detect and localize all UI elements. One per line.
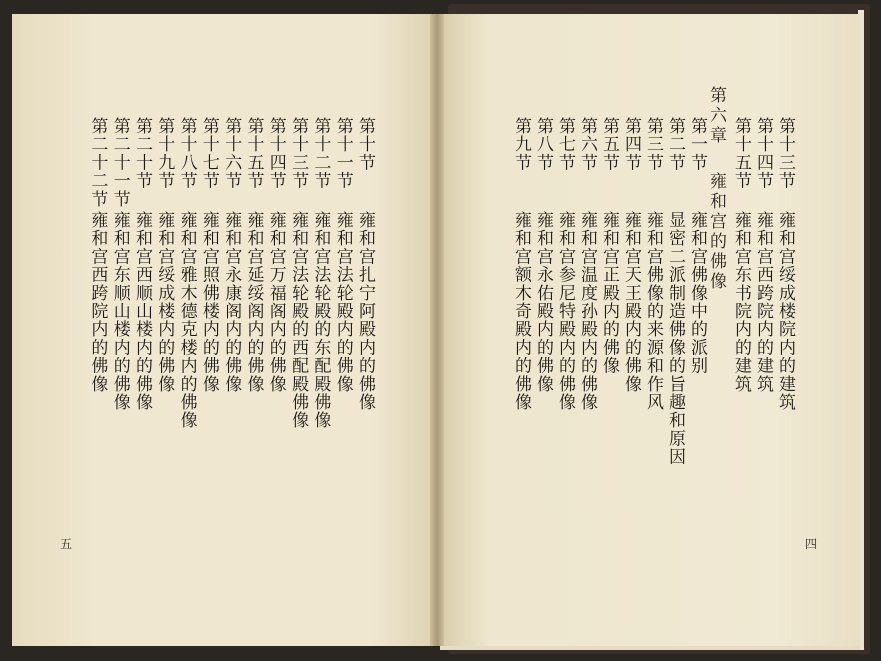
toc-entry-left-number: 第二十节: [132, 117, 152, 190]
toc-entry-left-number: 第十七节: [198, 117, 219, 190]
toc-entry-left-number: 第二十一节: [109, 117, 130, 208]
toc-entry-left-title: 雍和宫扎宁阿殿内的佛像: [355, 211, 375, 412]
toc-entry-right-number: 第一节: [687, 117, 707, 172]
toc-entry-right-number: 第六节: [577, 117, 597, 172]
toc-entry-left-title: 雍和宫永康阁内的佛像: [221, 211, 242, 393]
toc-entry-right-title: 雍和宫参尼特殿内的佛像: [555, 211, 575, 412]
toc-entry-right-number: 第三节: [643, 117, 663, 172]
toc-entry-left-title: 雍和宫法轮殿内的佛像: [332, 211, 353, 393]
toc-entry-left-number: 第十二节: [310, 117, 331, 190]
toc-entry-right-number: 第十四节: [753, 117, 773, 190]
toc-entry-right-number: 第十五节: [731, 117, 751, 190]
toc-entry-left-title: 雍和宫西跨院内的佛像: [87, 211, 108, 393]
toc-entry-right-title: 雍和宫佛像中的派别: [687, 211, 707, 375]
toc-entry-right-title: 雍和宫永佑殿内的佛像: [533, 211, 553, 393]
toc-entry-right-number: 第五节: [599, 117, 619, 172]
toc-entry-left-title: 雍和宫雅木德克楼内的佛像: [176, 211, 197, 430]
toc-entry-left-number: 第十三节: [288, 117, 309, 190]
toc-entry-left-number: 第二十二节: [87, 117, 108, 208]
toc-entry-left-title: 雍和宫法轮殿的东配殿佛像: [310, 211, 331, 430]
toc-entry-right-title: 雍和宫天王殿内的佛像: [621, 211, 641, 393]
toc-entry-left-title: 雍和宫万福阁内的佛像: [265, 211, 286, 393]
toc-entry-right-title: 雍和宫温度孙殿内的佛像: [577, 211, 597, 412]
toc-entry-right-number: 第七节: [555, 117, 575, 172]
page-number-left: 五: [60, 537, 73, 551]
toc-entry-right-number: 第八节: [533, 117, 553, 172]
toc-entry-right-number: 第四节: [621, 117, 641, 172]
chapter-label: 第六章: [706, 86, 726, 146]
toc-entry-left-number: 第十五节: [243, 117, 264, 190]
toc-entry-right-title: 雍和宫额木奇殿内的佛像: [511, 211, 531, 412]
toc-entry-right-title: 雍和宫佛像的来源和作风: [643, 211, 663, 412]
toc-entry-right-title: 雍和宫西跨院内的建筑: [753, 211, 773, 393]
toc-entry-left-number: 第十一节: [332, 117, 353, 190]
toc-entry-right-number: 第十三节: [775, 117, 795, 190]
toc-entry-left-title: 雍和宫法轮殿的西配殿佛像: [288, 211, 309, 430]
toc-entry-left-number: 第十节: [355, 117, 375, 172]
chapter-title: 雍和宫的佛像: [706, 172, 726, 292]
toc-entry-left-number: 第十四节: [265, 117, 286, 190]
toc-entry-right-title: 雍和宫东书院内的建筑: [731, 211, 751, 393]
toc-entry-right-number: 第九节: [511, 117, 531, 172]
toc-entry-left-number: 第十九节: [154, 117, 175, 190]
toc-entry-right-title: 雍和宫正殿内的佛像: [599, 211, 619, 375]
toc-entry-left-title: 雍和宫东顺山楼内的佛像: [109, 211, 130, 412]
book-gutter: [430, 14, 444, 646]
toc-entry-left-title: 雍和宫绥成楼内的佛像: [154, 211, 175, 393]
toc-entry-left-number: 第十六节: [221, 117, 242, 190]
toc-entry-right-title: 显密二派制造佛像的旨趣和原因: [665, 211, 685, 466]
toc-entry-left-title: 雍和宫延绥阁内的佛像: [243, 211, 264, 393]
toc-entry-right-title: 雍和宫绥成楼院内的建筑: [775, 211, 795, 412]
toc-entry-left-title: 雍和宫西顺山楼内的佛像: [132, 211, 152, 412]
toc-entry-right-number: 第二节: [665, 117, 685, 172]
page-number-right: 四: [805, 537, 818, 551]
toc-entry-left-title: 雍和宫照佛楼内的佛像: [198, 211, 219, 393]
toc-entry-left-number: 第十八节: [176, 117, 197, 190]
